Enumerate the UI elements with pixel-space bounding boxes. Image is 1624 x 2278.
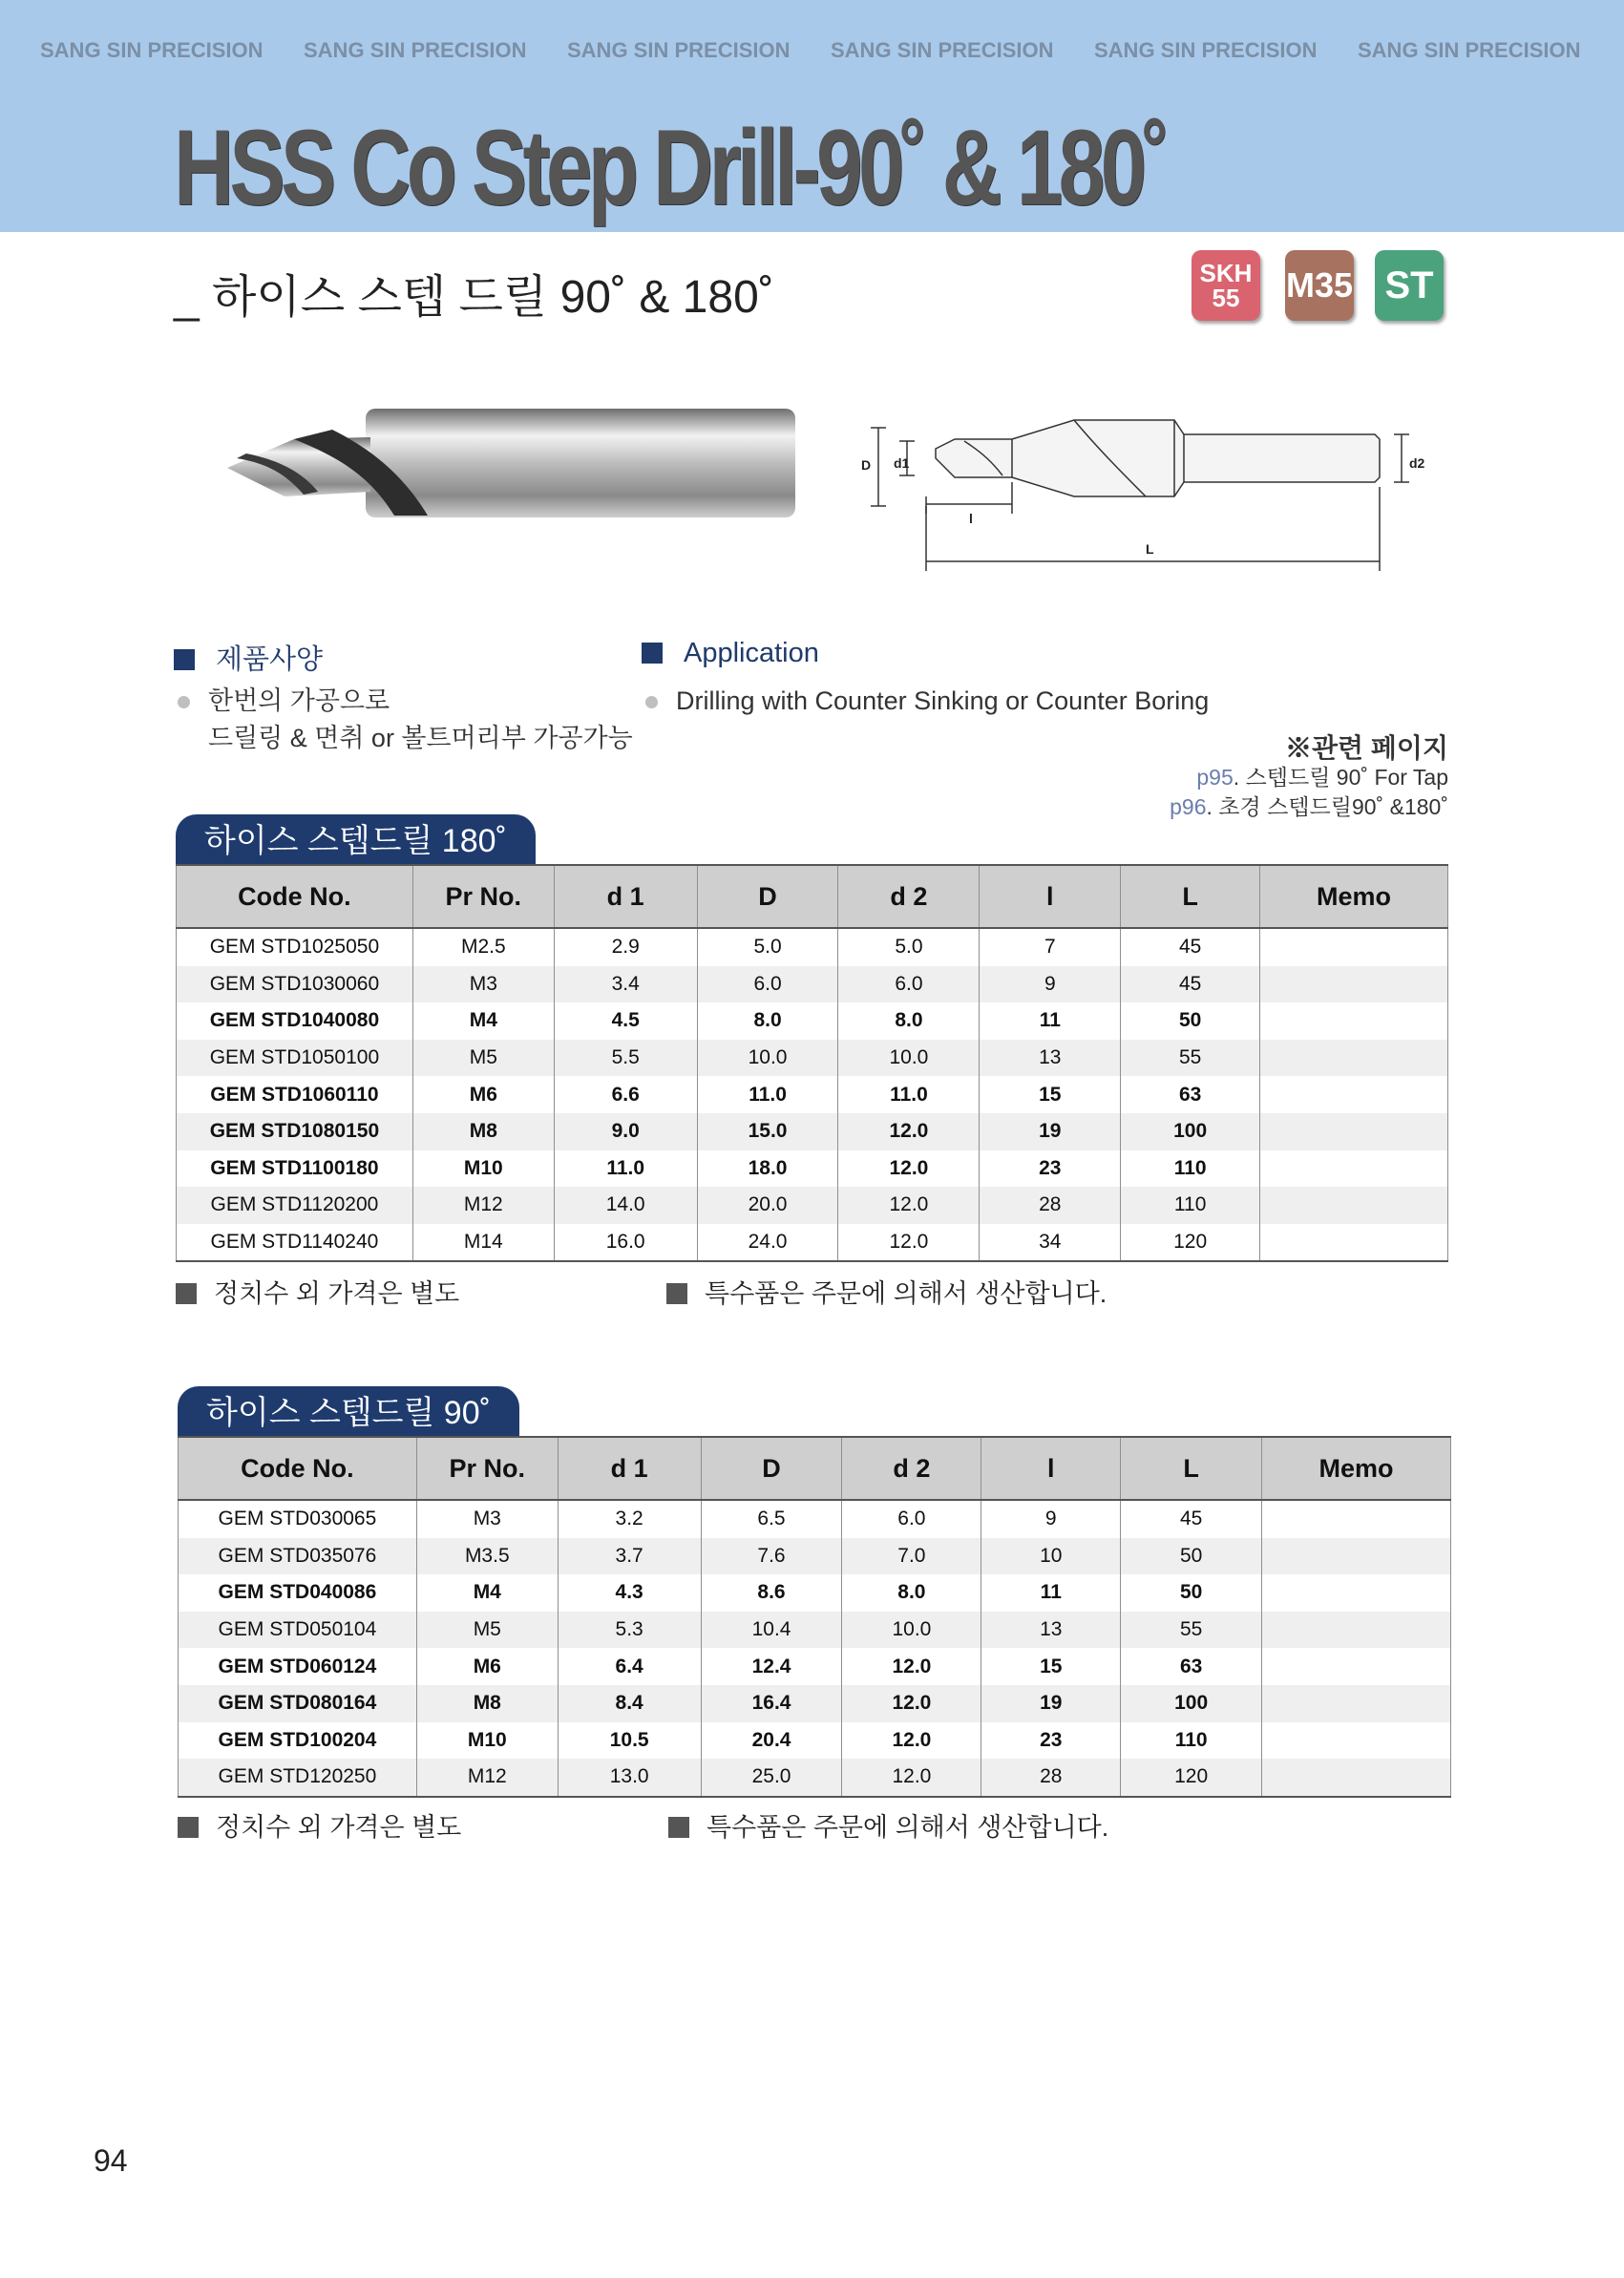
table-cell-d: 6.0 [697,966,838,1003]
spec-heading [174,638,323,677]
related-ref-text: . 스텝드릴 90˚ For Tap [1233,765,1448,790]
table-cell-code: GEM STD1080150 [177,1113,413,1150]
table-cell-pr: M3.5 [416,1538,558,1575]
table-cell-l: 13 [981,1612,1121,1649]
table-row [179,1500,1451,1538]
table-cell-l: 55 [1121,1612,1262,1649]
table-cell-pr: M10 [412,1150,554,1188]
table-cell-memo [1260,1040,1448,1077]
table-cell-code: GEM STD1030060 [177,966,413,1003]
table-cell-l: 50 [1121,1538,1262,1575]
table-cell-memo [1262,1500,1451,1538]
brand-text: SANG SIN PRECISION [1358,38,1581,62]
table-row [177,1113,1448,1150]
table-cell-memo [1262,1648,1451,1685]
related-ref [1170,763,1448,792]
column-header: D [701,1437,842,1500]
table-cell-pr: M4 [412,1002,554,1040]
table-cell-memo [1262,1759,1451,1797]
page-number: 94 [94,2143,128,2178]
table-cell-d: 5.0 [697,928,838,966]
brand-strip [0,38,1624,67]
spec-heading-label: 제품사양 [216,644,324,675]
table-cell-d1: 2.9 [554,928,697,966]
note-text: 정치수 외 가격은 별도 [216,1813,462,1842]
related-title: ※관련 페이지 [1284,733,1448,763]
drill-dimension-diagram [859,401,1423,592]
table-cell-d1: 4.5 [554,1002,697,1040]
table-cell-d: 8.0 [697,1002,838,1040]
table-cell-d1: 13.0 [558,1759,701,1797]
dim-label-d1: d1 [894,455,910,471]
application-heading-label: Application [684,638,819,668]
table-cell-pr: M8 [412,1113,554,1150]
m35-badge: M35 [1285,250,1354,321]
table-cell-l: 45 [1121,928,1260,966]
table-cell-pr: M10 [416,1722,558,1760]
table-cell-l: 9 [980,966,1121,1003]
table-cell-l: 50 [1121,1002,1260,1040]
badge-label: 55 [1212,284,1240,312]
table-cell-d1: 6.6 [554,1076,697,1113]
table-cell-pr: M6 [416,1648,558,1685]
spec-line-2: 드릴링 & 면취 or 볼트머리부 가공가능 [208,724,633,752]
table-cell-d: 12.4 [701,1648,842,1685]
table-cell-l: 55 [1121,1040,1260,1077]
brand-text: SANG SIN PRECISION [1094,38,1318,62]
bullet-icon [645,696,658,708]
table-cell-d: 25.0 [701,1759,842,1797]
page-subtitle: _ 하이스 스텝 드릴 90˚ & 180˚ [174,272,774,323]
column-header: Memo [1262,1437,1451,1500]
table-cell-d2: 6.0 [838,966,980,1003]
column-header: Code No. [179,1437,417,1500]
table-cell-code: GEM STD1050100 [177,1040,413,1077]
table-cell-l: 50 [1121,1574,1262,1612]
brand-text: SANG SIN PRECISION [40,38,264,62]
column-header: d 1 [558,1437,701,1500]
special-order-note [666,1273,1107,1310]
table-cell-l: 110 [1121,1722,1262,1760]
table-cell-l: 63 [1121,1648,1262,1685]
table-cell-d2: 12.0 [842,1685,981,1722]
table-cell-d2: 12.0 [842,1759,981,1797]
table-cell-code: GEM STD1060110 [177,1076,413,1113]
table-cell-memo [1260,1076,1448,1113]
table-cell-l: 11 [981,1574,1121,1612]
table-cell-l: 110 [1121,1150,1260,1188]
table-cell-code: GEM STD040086 [179,1574,417,1612]
table-cell-pr: M8 [416,1685,558,1722]
drill-photo [227,401,800,525]
table-cell-l: 100 [1121,1113,1260,1150]
table-cell-l: 10 [981,1538,1121,1575]
table-cell-d1: 4.3 [558,1574,701,1612]
note-text: 정치수 외 가격은 별도 [214,1279,460,1308]
table-header-row [177,865,1448,928]
table-cell-code: GEM STD1100180 [177,1150,413,1188]
table-cell-code: GEM STD1025050 [177,928,413,966]
bullet-icon [178,696,190,708]
table-row [179,1685,1451,1722]
price-note [176,1273,459,1310]
table-cell-d2: 12.0 [838,1224,980,1262]
table-row [179,1759,1451,1797]
table-row [177,1040,1448,1077]
table-180 [176,864,1448,1262]
table-row [177,928,1448,966]
table-row [179,1574,1451,1612]
table-cell-d2: 12.0 [838,1150,980,1188]
column-header: Pr No. [412,865,554,928]
table-cell-pr: M6 [412,1076,554,1113]
table-cell-memo [1262,1574,1451,1612]
table-cell-l: 15 [981,1648,1121,1685]
table-row [179,1538,1451,1575]
related-page-link[interactable]: p96 [1170,794,1207,819]
table-row [179,1722,1451,1760]
table-cell-code: GEM STD1140240 [177,1224,413,1262]
spec-line-1: 한번의 가공으로 [208,686,390,715]
table-cell-code: GEM STD030065 [179,1500,417,1538]
table-cell-d1: 16.0 [554,1224,697,1262]
table-cell-memo [1260,1002,1448,1040]
table-180-tab: 하이스 스텝드릴 180˚ [176,814,536,864]
table-90-tab: 하이스 스텝드릴 90˚ [178,1386,519,1436]
table-cell-pr: M5 [416,1612,558,1649]
table-row [177,966,1448,1003]
table-cell-code: GEM STD1120200 [177,1187,413,1224]
table-cell-d2: 12.0 [842,1722,981,1760]
table-cell-code: GEM STD100204 [179,1722,417,1760]
price-note [178,1806,461,1844]
table-cell-code: GEM STD050104 [179,1612,417,1649]
table-row [179,1648,1451,1685]
table-cell-pr: M12 [416,1759,558,1797]
table-cell-l: 110 [1121,1187,1260,1224]
table-cell-pr: M14 [412,1224,554,1262]
table-row [177,1187,1448,1224]
table-cell-pr: M2.5 [412,928,554,966]
related-ref [1170,792,1448,822]
skh55-badge [1192,250,1260,321]
table-cell-l: 120 [1121,1759,1262,1797]
table-cell-d1: 9.0 [554,1113,697,1150]
brand-text: SANG SIN PRECISION [304,38,527,62]
column-header: L [1121,1437,1262,1500]
table-cell-d: 8.6 [701,1574,842,1612]
square-marker-icon [178,1817,199,1838]
table-cell-memo [1262,1685,1451,1722]
page-title: HSS Co Step Drill-90˚ & 180˚ [174,108,1166,227]
table-row [177,1076,1448,1113]
table-cell-d1: 3.4 [554,966,697,1003]
badge-label: SKH [1199,259,1253,287]
note-text: 특수품은 주문에 의해서 생산합니다. [705,1279,1107,1308]
table-cell-l: 9 [981,1500,1121,1538]
square-marker-icon [176,1283,197,1304]
column-header: d 2 [842,1437,981,1500]
table-cell-d: 7.6 [701,1538,842,1575]
table-cell-d1: 6.4 [558,1648,701,1685]
table-cell-l: 28 [981,1759,1121,1797]
table-cell-memo [1260,1224,1448,1262]
table-cell-l: 19 [980,1113,1121,1150]
square-marker-icon [174,649,195,670]
column-header: Pr No. [416,1437,558,1500]
column-header: D [697,865,838,928]
table-cell-l: 100 [1121,1685,1262,1722]
table-cell-d2: 12.0 [838,1113,980,1150]
table-cell-l: 13 [980,1040,1121,1077]
table-cell-l: 7 [980,928,1121,966]
special-order-note [668,1806,1108,1844]
table-cell-d2: 8.0 [838,1002,980,1040]
table-cell-l: 23 [981,1722,1121,1760]
table-cell-memo [1260,1150,1448,1188]
table-cell-l: 28 [980,1187,1121,1224]
table-cell-d1: 3.2 [558,1500,701,1538]
note-text: 특수품은 주문에 의해서 생산합니다. [707,1813,1109,1842]
table-cell-d2: 5.0 [838,928,980,966]
table-cell-d2: 12.0 [842,1648,981,1685]
table-90 [178,1436,1451,1798]
dim-label-d2: d2 [1409,455,1425,471]
table-cell-l: 120 [1121,1224,1260,1262]
table-cell-pr: M3 [416,1500,558,1538]
table-cell-memo [1260,1113,1448,1150]
dim-label-D: D [861,457,872,473]
column-header: d 1 [554,865,697,928]
column-header: l [980,865,1121,928]
table-cell-d1: 3.7 [558,1538,701,1575]
table-cell-d2: 11.0 [838,1076,980,1113]
table-cell-l: 23 [980,1150,1121,1188]
column-header: l [981,1437,1121,1500]
table-cell-memo [1262,1538,1451,1575]
table-cell-pr: M4 [416,1574,558,1612]
table-cell-memo [1260,966,1448,1003]
table-cell-d: 10.4 [701,1612,842,1649]
application-heading [642,638,819,669]
table-cell-d: 15.0 [697,1113,838,1150]
table-cell-memo [1260,928,1448,966]
table-cell-d1: 8.4 [558,1685,701,1722]
table-cell-memo [1260,1187,1448,1224]
related-pages [1170,733,1448,822]
table-cell-l: 19 [981,1685,1121,1722]
table-cell-d2: 8.0 [842,1574,981,1612]
table-cell-l: 11 [980,1002,1121,1040]
table-cell-d2: 10.0 [842,1612,981,1649]
table-cell-d: 6.5 [701,1500,842,1538]
table-cell-code: GEM STD060124 [179,1648,417,1685]
column-header: Memo [1260,865,1448,928]
table-cell-d1: 5.3 [558,1612,701,1649]
brand-text: SANG SIN PRECISION [831,38,1054,62]
column-header: L [1121,865,1260,928]
table-cell-d: 10.0 [697,1040,838,1077]
table-cell-pr: M5 [412,1040,554,1077]
table-cell-d: 20.4 [701,1722,842,1760]
table-cell-d: 11.0 [697,1076,838,1113]
application-line-1: Drilling with Counter Sinking or Counter Boring [676,686,1210,715]
table-cell-d: 16.4 [701,1685,842,1722]
table-cell-d1: 10.5 [558,1722,701,1760]
table-cell-l: 15 [980,1076,1121,1113]
table-cell-l: 45 [1121,1500,1262,1538]
table-cell-d2: 7.0 [842,1538,981,1575]
table-cell-d1: 5.5 [554,1040,697,1077]
table-cell-d1: 11.0 [554,1150,697,1188]
brand-text: SANG SIN PRECISION [567,38,791,62]
table-row [177,1224,1448,1262]
table-cell-code: GEM STD080164 [179,1685,417,1722]
table-cell-d2: 6.0 [842,1500,981,1538]
square-marker-icon [666,1283,687,1304]
table-header-row [179,1437,1451,1500]
square-marker-icon [668,1817,689,1838]
dim-label-l: l [969,511,973,526]
column-header: d 2 [838,865,980,928]
table-cell-d2: 10.0 [838,1040,980,1077]
table-cell-l: 63 [1121,1076,1260,1113]
related-page-link[interactable]: p95 [1196,765,1234,790]
table-row [177,1002,1448,1040]
related-ref-text: . 초경 스텝드릴90˚ &180˚ [1206,794,1448,819]
table-cell-code: GEM STD035076 [179,1538,417,1575]
table-cell-d: 20.0 [697,1187,838,1224]
table-cell-d1: 14.0 [554,1187,697,1224]
dim-label-L: L [1146,541,1154,557]
table-row [179,1612,1451,1649]
table-cell-memo [1262,1612,1451,1649]
table-cell-pr: M3 [412,966,554,1003]
column-header: Code No. [177,865,413,928]
table-cell-pr: M12 [412,1187,554,1224]
table-cell-d: 18.0 [697,1150,838,1188]
table-cell-code: GEM STD1040080 [177,1002,413,1040]
table-cell-memo [1262,1722,1451,1760]
table-cell-code: GEM STD120250 [179,1759,417,1797]
st-badge: ST [1375,250,1444,321]
table-cell-l: 34 [980,1224,1121,1262]
table-cell-l: 45 [1121,966,1260,1003]
table-row [177,1150,1448,1188]
square-marker-icon [642,643,663,664]
table-cell-d2: 12.0 [838,1187,980,1224]
table-cell-d: 24.0 [697,1224,838,1262]
